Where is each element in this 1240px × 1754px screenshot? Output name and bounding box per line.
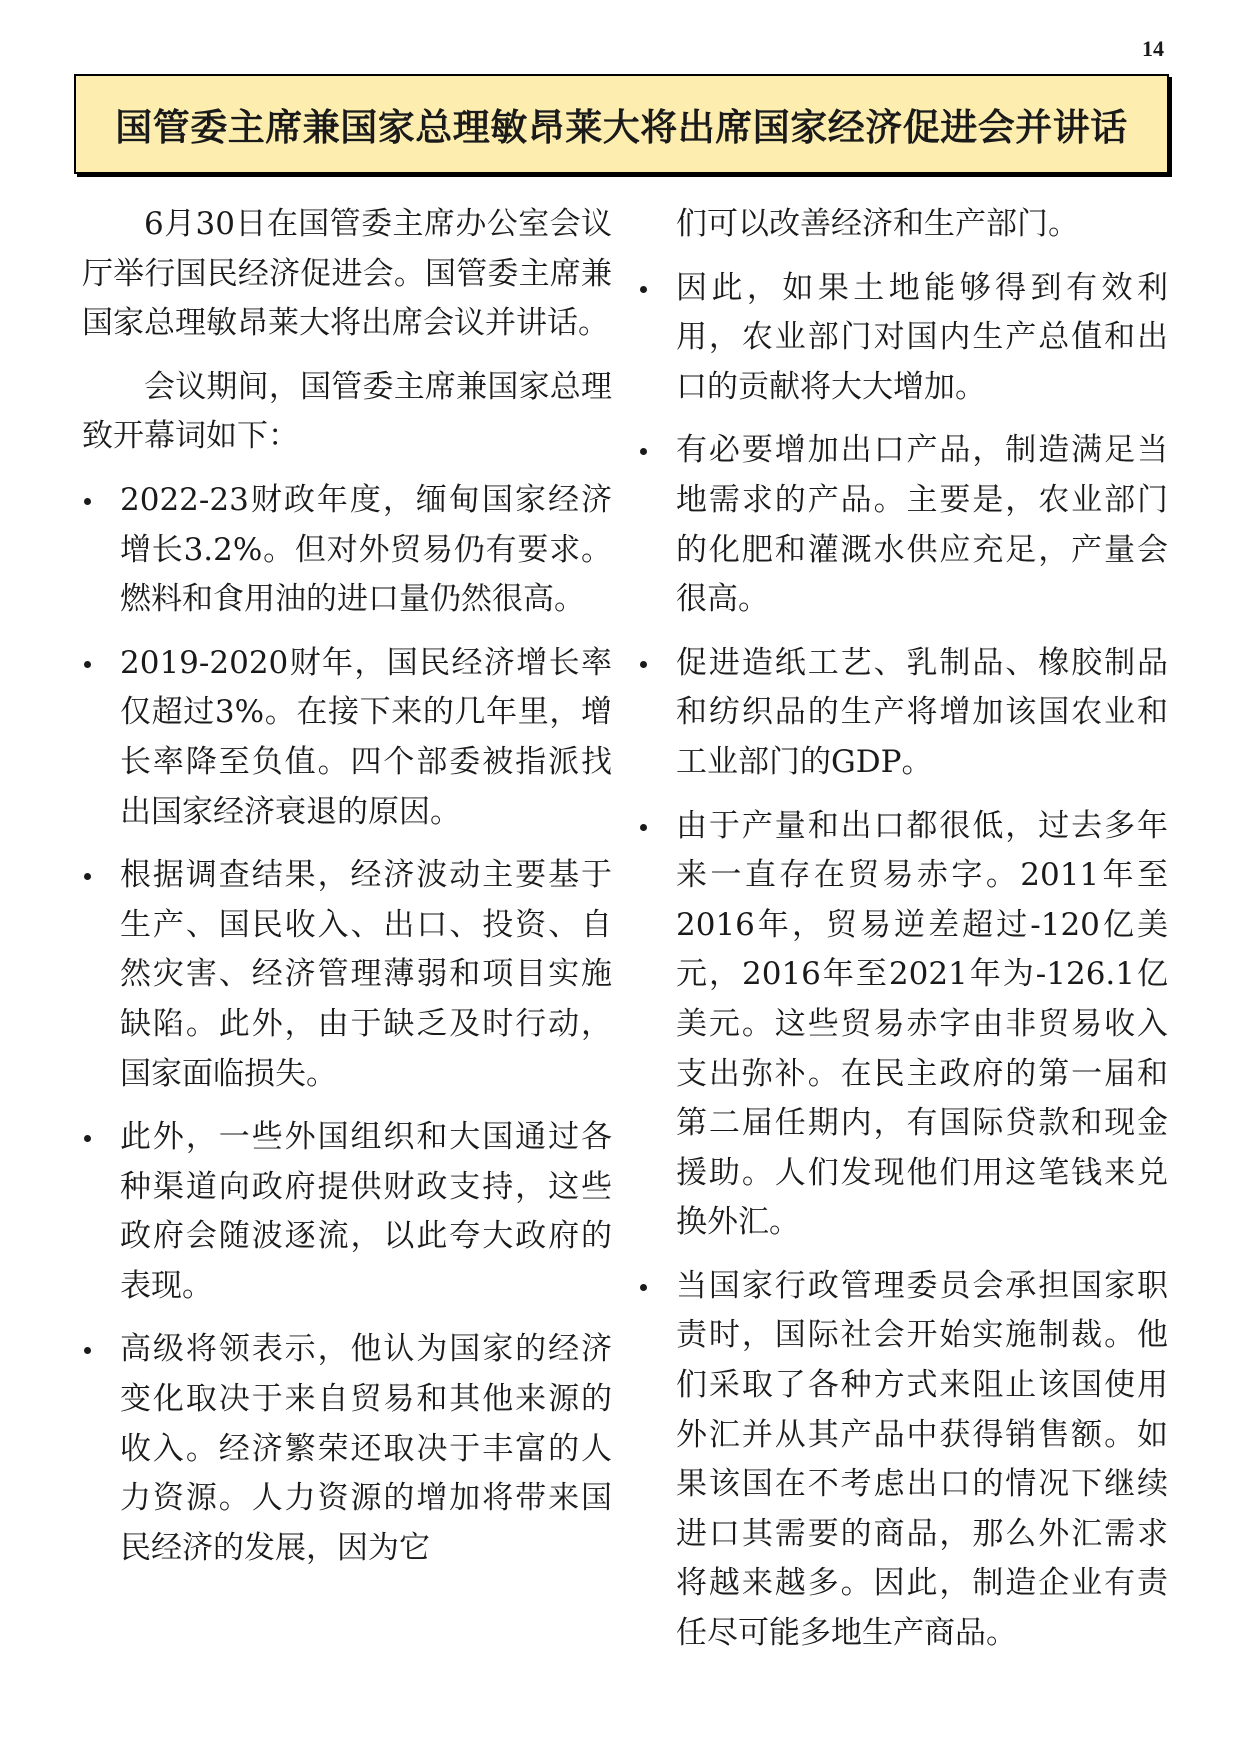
- list-item-text: 高级将领表示，他认为国家的经济变化取决于来自贸易和其他来源的收入。经济繁荣还取决于丰富的人力资源。人力资源的增加将带来国民经济的发展，因为它: [120, 1331, 612, 1566]
- list-item: [82, 639, 612, 837]
- left-bullet-list: [82, 476, 612, 1573]
- bullet-dot-icon: [640, 448, 647, 455]
- list-item-text: 有必要增加出口产品，制造满足当地需求的产品。主要是，农业部门的化肥和灌溉水供应充足，产量会很高。: [676, 432, 1168, 618]
- bullet-dot-icon: [640, 1284, 647, 1291]
- bullet-dot-icon: [640, 824, 647, 831]
- bullet-dot-icon: [84, 873, 91, 880]
- list-item: [638, 639, 1168, 788]
- left-column: [82, 200, 612, 1587]
- list-item: [638, 264, 1168, 413]
- list-item-text: 当国家行政管理委员会承担国家职责时，国际社会开始实施制裁。他们采取了各种方式来阻止该国使用外汇并从其产品中获得销售额。如果该国在不考虑出口的情况下继续进口其需要的商品，那么外汇需求将越来越多。因此，制造企业有责任尽可能多地生产商品。: [676, 1267, 1168, 1652]
- continued-text: 们可以改善经济和生产部门。: [676, 206, 1079, 242]
- list-item: [82, 1325, 612, 1573]
- list-item-text: 2019-2020财年，国民经济增长率仅超过3%。在接下来的几年里，增长率降至负值。四个部委被指派找出国家经济衰退的原因。: [120, 644, 612, 830]
- list-item: [82, 476, 612, 625]
- list-item-text: 根据调查结果，经济波动主要基于生产、国民收入、出口、投资、自然灾害、经济管理薄弱和项目实施缺陷。此外，由于缺乏及时行动，国家面临损失。: [120, 857, 612, 1092]
- bullet-dot-icon: [84, 661, 91, 668]
- bullet-dot-icon: [84, 1135, 91, 1142]
- list-item: [638, 426, 1168, 624]
- list-item-text: 2022-23财政年度，缅甸国家经济增长3.2%。但对外贸易仍有要求。燃料和食用油的进口量仍然很高。: [120, 481, 612, 618]
- right-bullet-list: [638, 264, 1168, 1659]
- headline: 国管委主席兼国家总理敏昂莱大将出席国家经济促进会并讲话: [115, 106, 1128, 149]
- list-item: [638, 802, 1168, 1248]
- bullet-dot-icon: [84, 498, 91, 505]
- speech-lead-paragraph: 会议期间，国管委主席兼国家总理致开幕词如下：: [82, 368, 612, 455]
- list-item-text: 促进造纸工艺、乳制品、橡胶制品和纺织品的生产将增加该国农业和工业部门的GDP。: [676, 644, 1168, 780]
- headline-box: [74, 74, 1169, 174]
- list-item: [82, 851, 612, 1099]
- list-item: [638, 1262, 1168, 1659]
- right-column: [638, 200, 1168, 1673]
- list-item-text: 此外，一些外国组织和大国通过各种渠道向政府提供财政支持，这些政府会随波逐流，以此夸大政府的表现。: [120, 1119, 612, 1304]
- intro-paragraph: 6月30日在国管委主席办公室会议厅举行国民经济促进会。国管委主席兼国家总理敏昂莱大将出席会议并讲话。: [82, 206, 612, 342]
- page-number: 14: [1142, 36, 1164, 61]
- bullet-dot-icon: [640, 661, 647, 668]
- list-item-text: 因此，如果土地能够得到有效利用，农业部门对国内生产总值和出口的贡献将大大增加。: [676, 269, 1168, 405]
- list-item: [82, 1113, 612, 1311]
- bullet-dot-icon: [84, 1347, 91, 1354]
- list-item-text: 由于产量和出口都很低，过去多年来一直存在贸易赤字。2011年至2016年，贸易逆差超过-120亿美元，2016年至2021年为-126.1亿美元。这些贸易赤字由非贸易收入支出弥补。在民主政府的第一届和第二届任期内，有国际贷款和现金援助。人们发现他们用这笔钱来兑换外汇。: [676, 807, 1168, 1241]
- bullet-dot-icon: [640, 286, 647, 293]
